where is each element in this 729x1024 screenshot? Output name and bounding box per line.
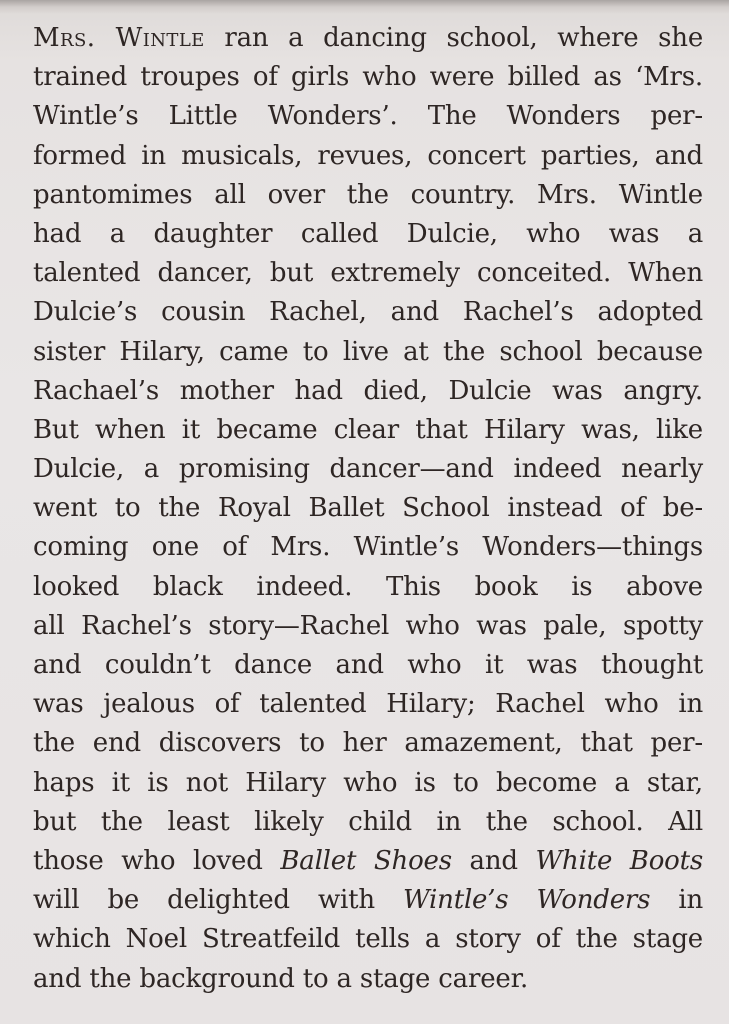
text-line-3: Wintle’s Little Wonders’. The Wonders per- (33, 101, 703, 132)
text-line-15: looked black indeed. This book is above (33, 571, 703, 602)
text-line-22 (33, 842, 703, 881)
text-line-11: But when it became clear that Hilary was, like (33, 414, 703, 445)
text-line-1-rest: ran a dancing school, where she (204, 23, 703, 53)
line-22-pre: those who loved (33, 845, 281, 876)
text-line-12: Dulcie, a promising dancer—and indeed nearly (33, 454, 703, 485)
text-line-8: Dulcie’s cousin Rachel, and Rachel’s adopted (33, 297, 703, 328)
text-line-16: all Rachel’s story—Rachel who was pale, spotty (33, 610, 703, 641)
text-line-19: the end discovers to her amazement, that per- (33, 728, 703, 759)
text-line-21: but the least likely child in the school. All (33, 806, 703, 837)
text-line-23 (33, 881, 703, 920)
text-line-1 (33, 19, 703, 58)
text-line-9: sister Hilary, came to live at the school because (33, 336, 703, 367)
text-line-18: was jealous of talented Hilary; Rachel who in (33, 689, 703, 720)
text-line-24: which Noel Streatfeild tells a story of the stage (33, 924, 703, 955)
text-line-2: trained troupes of girls who were billed as ‘Mrs. (33, 62, 703, 93)
text-line-4: formed in musicals, revues, concert parties, and (33, 140, 703, 171)
text-line-17: and couldn’t dance and who it was thought (33, 650, 703, 680)
blurb-text (33, 19, 703, 999)
text-line-6: had a daughter called Dulcie, who was a (33, 218, 703, 249)
text-line-14: coming one of Mrs. Wintle’s Wonders—things (33, 532, 703, 563)
book-title-wintles-wonders: Wintle’s Wonders (402, 885, 651, 916)
opening-name: Mrs. Wintle (33, 23, 205, 53)
page-top-edge-shadow (0, 0, 729, 14)
line-22-mid: and (451, 845, 536, 876)
book-title-ballet-shoes: Ballet Shoes (280, 845, 452, 876)
line-23-post: in (650, 885, 704, 916)
book-title-white-boots: White Boots (535, 845, 704, 876)
text-line-13: went to the Royal Ballet School instead of be- (33, 493, 703, 524)
text-line-7: talented dancer, but extremely conceited. When (33, 258, 703, 289)
text-line-10: Rachael’s mother had died, Dulcie was angry. (33, 375, 703, 406)
text-line-5: pantomimes all over the country. Mrs. Wintle (33, 179, 703, 210)
text-line-20: haps it is not Hilary who is to become a star, (33, 767, 703, 798)
text-line-25: and the background to a stage career. (33, 963, 529, 994)
line-23-pre: will be delighted with (33, 885, 403, 916)
